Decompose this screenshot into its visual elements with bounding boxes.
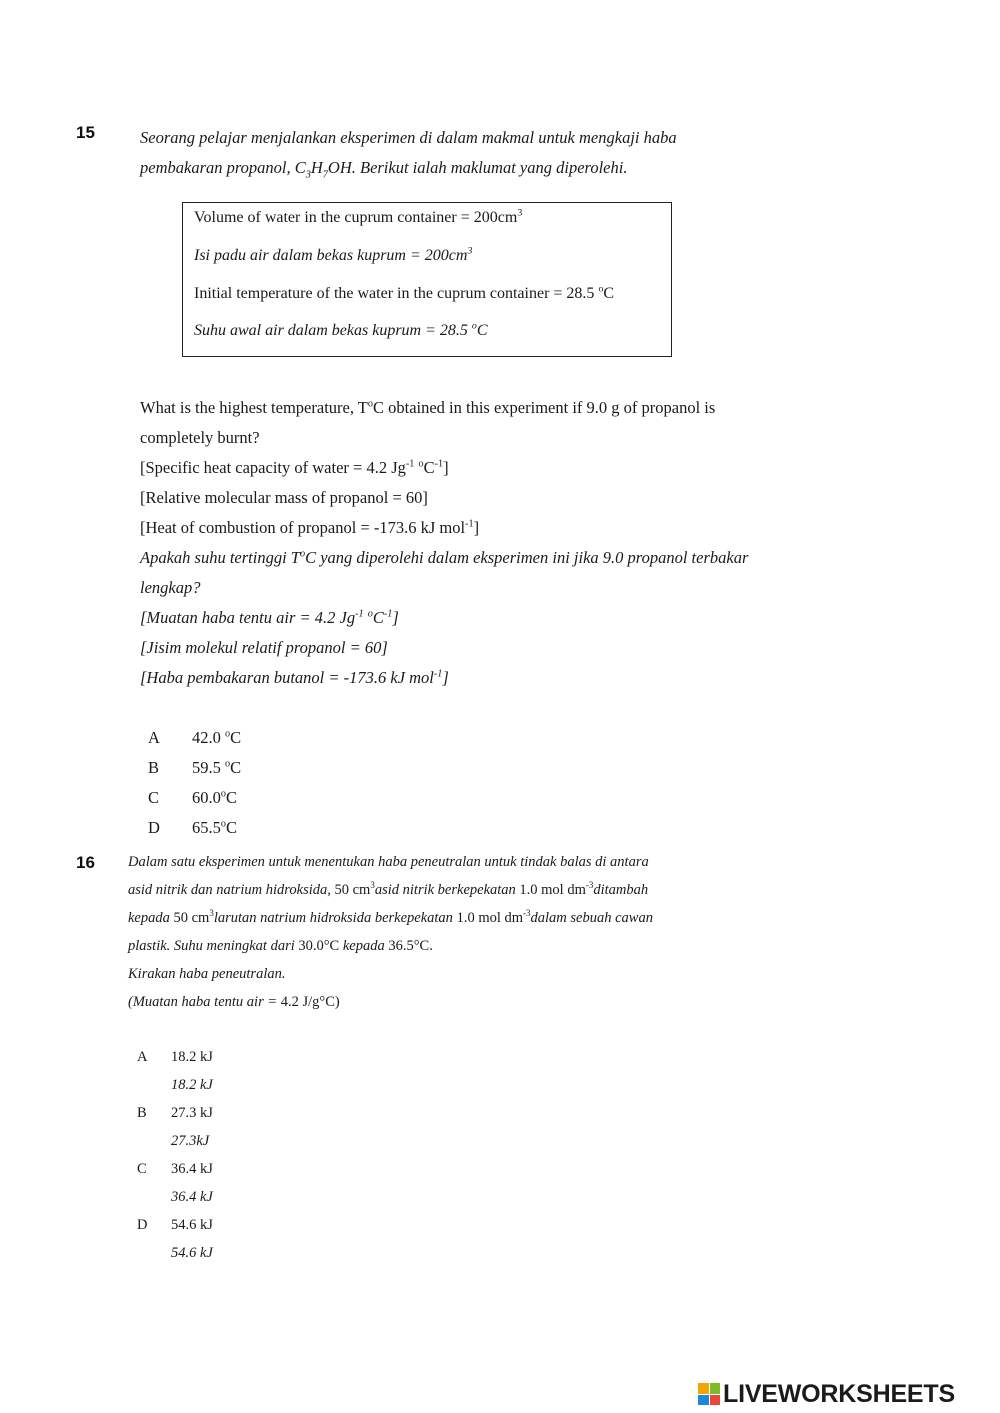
- q16-line3-b: 50 cm: [173, 910, 210, 926]
- q15-mdata1-sup2: o: [367, 608, 373, 620]
- q16-line2-e: ditambah: [593, 882, 649, 898]
- q15-option-c-sup: o: [220, 788, 226, 800]
- q16-option-d-malay: 54.6 kJ: [171, 1245, 213, 1261]
- q16-line3-a: kepada: [128, 910, 174, 926]
- q15-mdata1-b: C: [372, 608, 384, 627]
- q15-data1-sup1: -1: [405, 458, 415, 470]
- q15-data-molecular-mass: [Relative molecular mass of propanol = 60]: [140, 488, 428, 507]
- info-row-temp-ms-text: Suhu awal air dalam bekas kuprum = 28.5: [194, 322, 472, 339]
- q15-option-a-unit: C: [230, 728, 242, 747]
- q15-question-line1: [140, 398, 715, 418]
- q15-data-heat-combustion: [140, 518, 479, 538]
- q15-intro-text-c: OH. Berikut ialah maklumat yang diperolehi.: [327, 158, 628, 177]
- info-row-temp-ms-unit: C: [476, 322, 488, 339]
- q15-option-b-value: 59.5: [192, 758, 225, 777]
- q16-option-d-letter: D: [137, 1217, 148, 1233]
- info-row-volume-ms-text: Isi padu air dalam bekas kuprum = 200cm: [194, 247, 468, 264]
- q15-malay-data-specific-heat: [140, 608, 399, 628]
- q15-data3-sup: -1: [465, 518, 474, 530]
- q16-option-c-malay: 36.4 kJ: [171, 1189, 213, 1205]
- q15-option-d-unit: C: [225, 818, 237, 837]
- q16-line4-c: kepada: [339, 938, 389, 954]
- q15-mdata1-a: [Muatan haba tentu air = 4.2 Jg: [140, 608, 356, 627]
- q15-option-b-unit: C: [230, 758, 242, 777]
- info-row-temp-en-sup: o: [598, 283, 604, 295]
- q15-mdata3-b: ]: [442, 668, 449, 687]
- q15-question-text-a: What is the highest temperature, T: [140, 398, 368, 417]
- info-row-volume-en: [194, 209, 522, 227]
- q16-option-b-malay: 27.3kJ: [171, 1133, 210, 1149]
- q16-line4-d: 36.5°C.: [388, 938, 433, 954]
- info-row-temp-en: [194, 285, 614, 303]
- q16-option-c-letter: C: [137, 1161, 147, 1177]
- info-row-volume-en-sup: 3: [517, 207, 523, 219]
- info-row-temp-ms-sup: o: [471, 320, 477, 332]
- info-row-volume-ms: [194, 247, 472, 265]
- q15-intro-sub2: 7: [322, 169, 328, 181]
- q16-option-b[interactable]: [137, 1105, 213, 1122]
- q15-option-c-value: 60.0: [192, 788, 221, 807]
- q16-line2-a: asid nitrik dan natrium hidroksida,: [128, 882, 335, 898]
- q15-intro-sub1: 3: [305, 169, 311, 181]
- q16-option-b-letter: B: [137, 1105, 147, 1121]
- q15-option-a-letter: A: [148, 728, 160, 747]
- q15-data3-b: ]: [473, 518, 480, 537]
- q16-line3-d: 1.0 mol dm: [456, 910, 524, 926]
- q15-option-c-unit: C: [225, 788, 237, 807]
- q15-intro-line2: [140, 158, 628, 181]
- q15-malay-data-heat-combustion: [140, 668, 449, 688]
- q16-line6-b: 4.2 J/g°C): [280, 994, 340, 1010]
- q15-malay-q-b: C yang diperolehi dalam eksperimen ini jika 9.0 propanol terbakar: [305, 548, 749, 567]
- info-row-temp-en-text: Initial temperature of the water in the cuprum container = 28.5: [194, 285, 599, 302]
- q16-option-d[interactable]: [137, 1217, 213, 1234]
- q15-option-a-sup: o: [225, 728, 231, 740]
- q15-data1-a: [Specific heat capacity of water = 4.2 Jg: [140, 458, 406, 477]
- q16-line2-sup2: -3: [585, 880, 594, 891]
- liveworksheets-brand-text: LIVEWORKSHEETS: [723, 1379, 955, 1408]
- q15-mdata1-sup3: -1: [383, 608, 393, 620]
- q16-line4: [128, 938, 433, 955]
- q16-option-c-value: 36.4 kJ: [171, 1161, 213, 1177]
- q15-malay-question-line2: lengkap?: [140, 578, 201, 597]
- q16-line2-c: asid nitrik berkepekatan: [374, 882, 520, 898]
- q15-mdata1-c: ]: [392, 608, 399, 627]
- q15-option-b[interactable]: [148, 758, 241, 778]
- liveworksheets-logo: [698, 1378, 955, 1410]
- q15-option-b-letter: B: [148, 758, 160, 777]
- q15-option-d-sup: o: [220, 818, 226, 830]
- question-15-number: 15: [76, 123, 95, 142]
- q16-option-a-malay: 18.2 kJ: [171, 1077, 213, 1093]
- q16-line3-e: dalam sebuah cawan: [530, 910, 653, 926]
- mark-square-1: [698, 1383, 709, 1394]
- q15-mdata3-sup: -1: [433, 668, 443, 680]
- q15-mdata3-a: [Haba pembakaran butanol = -173.6 kJ mol: [140, 668, 434, 687]
- q16-line4-b: 30.0°C: [298, 938, 340, 954]
- q16-option-b-value: 27.3 kJ: [171, 1105, 213, 1121]
- q15-option-d-letter: D: [148, 818, 160, 837]
- q16-line6-a: (Muatan haba tentu air =: [128, 994, 281, 1010]
- q16-option-a-letter: A: [137, 1049, 148, 1065]
- q15-option-d[interactable]: [148, 818, 237, 838]
- mark-square-3: [698, 1395, 709, 1406]
- q16-option-a-value: 18.2 kJ: [171, 1049, 213, 1065]
- q16-line2-b: 50 cm: [334, 882, 371, 898]
- q15-malay-question-line1: [140, 548, 748, 568]
- q15-question-text-b: C obtained in this experiment if 9.0 g of propanol is: [372, 398, 716, 417]
- info-row-volume-ms-sup: 3: [467, 245, 473, 257]
- q16-line3: [128, 910, 653, 927]
- q15-option-a-value: 42.0: [192, 728, 225, 747]
- q16-line3-sup2: -3: [523, 908, 531, 919]
- q15-intro-text-a: pembakaran propanol, C: [140, 158, 306, 177]
- mark-square-2: [710, 1383, 721, 1394]
- q15-intro-text-b: H: [310, 158, 323, 177]
- q16-line6: [128, 994, 340, 1011]
- q15-mdata1-sup1: -1: [355, 608, 364, 620]
- q16-line2-d: 1.0 mol dm: [519, 882, 586, 898]
- info-row-temp-ms: [194, 322, 488, 340]
- q15-data1-sup2: o: [418, 458, 424, 470]
- q15-info-box: [182, 202, 672, 357]
- liveworksheets-mark-icon: [698, 1383, 720, 1405]
- q15-option-c[interactable]: [148, 788, 237, 808]
- q16-option-d-value: 54.6 kJ: [171, 1217, 213, 1233]
- q15-question-line2: completely burnt?: [140, 428, 260, 447]
- q15-question-sup: o: [367, 398, 373, 410]
- q16-line3-c: larutan natrium hidroksida berkepekatan: [213, 910, 457, 926]
- q15-malay-q-a: Apakah suhu tertinggi T: [140, 548, 300, 567]
- q16-line2: [128, 882, 648, 899]
- q15-data1-b: C: [423, 458, 435, 477]
- q15-option-b-sup: o: [225, 758, 231, 770]
- info-row-volume-en-text: Volume of water in the cuprum container = 200cm: [194, 209, 518, 226]
- q16-line3-sup1: 3: [209, 908, 214, 919]
- q16-line4-a: plastik. Suhu meningkat dari: [128, 938, 299, 954]
- q16-line2-sup1: 3: [370, 880, 375, 891]
- mark-square-4: [710, 1395, 721, 1406]
- question-16-number: 16: [76, 853, 95, 872]
- q15-data1-c: ]: [443, 458, 449, 477]
- q15-data-specific-heat: [140, 458, 449, 478]
- q15-intro-line1: Seorang pelajar menjalankan eksperimen di dalam makmal untuk mengkaji haba: [140, 128, 677, 147]
- q15-data3-a: [Heat of combustion of propanol = -173.6 kJ mol: [140, 518, 466, 537]
- q16-option-a[interactable]: [137, 1049, 213, 1066]
- q16-line5: Kirakan haba peneutralan.: [128, 966, 286, 982]
- q15-malay-q-sup: o: [299, 548, 306, 560]
- q16-line1: Dalam satu eksperimen untuk menentukan haba peneutralan untuk tindak balas di antara: [128, 854, 649, 870]
- q15-data1-sup3: -1: [434, 458, 444, 470]
- q15-malay-data-molecular-mass: [Jisim molekul relatif propanol = 60]: [140, 638, 388, 657]
- q15-option-c-letter: C: [148, 788, 160, 807]
- q16-option-c[interactable]: [137, 1161, 213, 1178]
- q15-option-d-value: 65.5: [192, 818, 221, 837]
- q15-option-a[interactable]: [148, 728, 241, 748]
- info-row-temp-en-unit: C: [603, 285, 615, 302]
